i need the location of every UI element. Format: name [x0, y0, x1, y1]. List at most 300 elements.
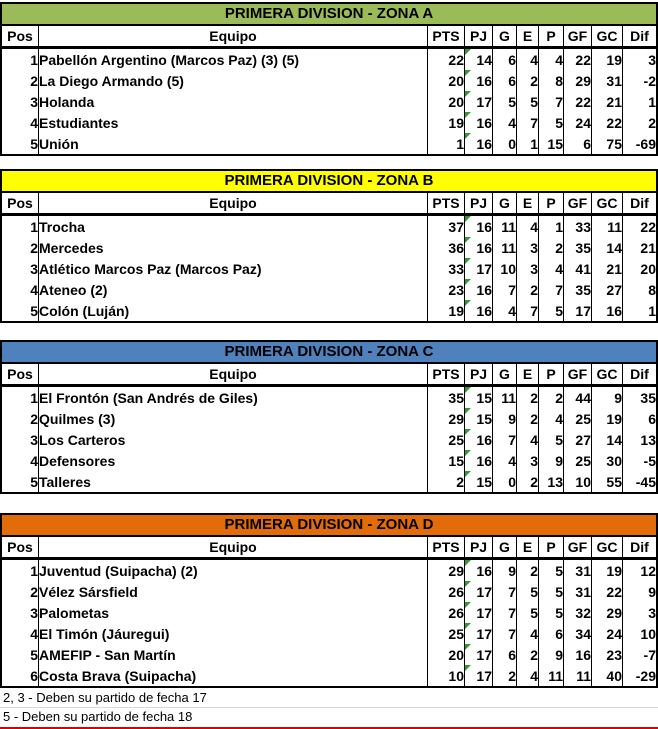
table-row — [2, 623, 656, 644]
pos-cell[interactable]: 4 — [30, 281, 38, 298]
p-cell[interactable]: 13 — [539, 471, 564, 492]
e-cell[interactable]: 3 — [517, 237, 539, 258]
p-cell[interactable]: 2 — [539, 237, 564, 258]
gc-cell[interactable]: 40 — [592, 665, 623, 686]
pts-cell[interactable]: 2 — [428, 471, 465, 492]
gf-cell[interactable]: 25 — [564, 450, 592, 471]
col-header-g[interactable]: G — [493, 26, 517, 48]
col-header-pts[interactable]: PTS — [428, 26, 465, 48]
p-cell[interactable]: 7 — [539, 91, 564, 112]
pj-cell[interactable]: 16 — [465, 559, 493, 582]
pos-cell[interactable]: 4 — [30, 625, 38, 642]
table-row — [2, 300, 656, 321]
col-header-p[interactable]: P — [539, 193, 564, 215]
g-cell[interactable]: 10 — [493, 258, 517, 279]
gf-cell[interactable]: 31 — [564, 581, 592, 602]
dif-cell[interactable]: 6 — [623, 408, 657, 429]
g-cell[interactable]: 5 — [493, 91, 517, 112]
pj-cell[interactable]: 16 — [465, 279, 493, 300]
col-header-g[interactable]: G — [493, 537, 517, 559]
pj-cell[interactable]: 17 — [465, 91, 493, 112]
col-header-pts[interactable]: PTS — [428, 364, 465, 386]
equipo-cell[interactable]: Costa Brava (Suipacha) — [39, 665, 428, 686]
g-cell[interactable]: 9 — [493, 559, 517, 582]
col-header-pos[interactable]: Pos — [2, 537, 39, 559]
pj-cell[interactable]: 15 — [465, 471, 493, 492]
dif-cell[interactable]: 13 — [623, 429, 657, 450]
e-cell[interactable]: 4 — [517, 623, 539, 644]
g-cell[interactable]: 0 — [493, 133, 517, 154]
p-cell[interactable]: 5 — [539, 429, 564, 450]
cell-flag-triangle-icon — [465, 450, 471, 456]
gc-cell[interactable]: 22 — [592, 581, 623, 602]
gf-cell[interactable]: 24 — [564, 112, 592, 133]
pos-cell[interactable]: 2 — [30, 239, 38, 256]
pts-cell[interactable]: 23 — [428, 279, 465, 300]
pos-cell[interactable]: 5 — [30, 135, 38, 152]
p-cell[interactable]: 4 — [539, 48, 564, 71]
col-header-g[interactable]: G — [493, 364, 517, 386]
gc-cell[interactable]: 21 — [592, 258, 623, 279]
cell-flag-triangle-icon — [465, 602, 471, 608]
pts-cell[interactable]: 29 — [428, 559, 465, 582]
gf-cell[interactable]: 25 — [564, 408, 592, 429]
col-header-pos[interactable]: Pos — [2, 26, 39, 48]
pos-cell[interactable]: 4 — [30, 114, 38, 131]
table-row — [2, 133, 656, 154]
col-header-pts[interactable]: PTS — [428, 537, 465, 559]
gf-cell[interactable]: 31 — [564, 559, 592, 582]
e-cell[interactable]: 1 — [517, 133, 539, 154]
col-header-dif[interactable]: Dif — [623, 364, 657, 386]
e-cell[interactable]: 4 — [517, 215, 539, 238]
pts-cell[interactable]: 25 — [428, 429, 465, 450]
pos-cell[interactable]: 5 — [30, 302, 38, 319]
p-cell[interactable]: 8 — [539, 70, 564, 91]
p-cell[interactable]: 5 — [539, 602, 564, 623]
table-row — [2, 258, 656, 279]
g-cell[interactable]: 2 — [493, 665, 517, 686]
col-header-gf[interactable]: GF — [564, 364, 592, 386]
e-cell[interactable]: 3 — [517, 450, 539, 471]
col-header-equipo[interactable]: Equipo — [39, 537, 428, 559]
cell-flag-triangle-icon — [465, 237, 471, 243]
dif-cell[interactable]: -45 — [623, 471, 657, 492]
equipo-cell[interactable]: Quilmes (3) — [39, 408, 428, 429]
dif-cell[interactable]: 3 — [623, 602, 657, 623]
e-cell[interactable]: 2 — [517, 644, 539, 665]
e-cell[interactable]: 7 — [517, 112, 539, 133]
g-cell[interactable]: 7 — [493, 602, 517, 623]
gc-cell[interactable]: 19 — [592, 408, 623, 429]
col-header-p[interactable]: P — [539, 537, 564, 559]
pos-cell[interactable]: 6 — [30, 667, 38, 684]
pj-cell[interactable]: 17 — [465, 602, 493, 623]
gc-cell[interactable]: 19 — [592, 48, 623, 71]
gf-cell[interactable]: 29 — [564, 70, 592, 91]
pj-cell[interactable]: 16 — [465, 215, 493, 238]
pos-cell[interactable]: 3 — [30, 431, 38, 448]
gc-cell[interactable]: 14 — [592, 237, 623, 258]
col-header-equipo[interactable]: Equipo — [39, 193, 428, 215]
gc-cell[interactable]: 19 — [592, 559, 623, 582]
p-cell[interactable]: 5 — [539, 559, 564, 582]
g-cell[interactable]: 6 — [493, 48, 517, 71]
col-header-dif[interactable]: Dif — [623, 193, 657, 215]
gf-cell[interactable]: 34 — [564, 623, 592, 644]
e-cell[interactable]: 4 — [517, 665, 539, 686]
table-row — [2, 386, 656, 409]
g-cell[interactable]: 11 — [493, 237, 517, 258]
p-cell[interactable]: 5 — [539, 300, 564, 321]
equipo-cell[interactable]: El Timón (Jáuregui) — [39, 623, 428, 644]
table-row — [2, 112, 656, 133]
cell-flag-triangle-icon — [465, 644, 471, 650]
col-header-gc[interactable]: GC — [592, 537, 623, 559]
pts-cell[interactable]: 20 — [428, 91, 465, 112]
equipo-cell[interactable]: Estudiantes — [39, 112, 428, 133]
p-cell[interactable]: 5 — [539, 581, 564, 602]
pos-cell[interactable]: 2 — [30, 72, 38, 89]
dif-cell[interactable]: 35 — [623, 386, 657, 409]
header-row — [2, 193, 656, 215]
gf-cell[interactable]: 41 — [564, 258, 592, 279]
p-cell[interactable]: 7 — [539, 279, 564, 300]
p-cell[interactable]: 9 — [539, 644, 564, 665]
g-cell[interactable]: 0 — [493, 471, 517, 492]
g-cell[interactable]: 7 — [493, 623, 517, 644]
cell-flag-triangle-icon — [465, 112, 471, 118]
pts-cell[interactable]: 22 — [428, 48, 465, 71]
pj-cell[interactable]: 15 — [465, 408, 493, 429]
dif-cell[interactable]: 2 — [623, 112, 657, 133]
e-cell[interactable]: 2 — [517, 279, 539, 300]
table-row — [2, 237, 656, 258]
col-header-equipo[interactable]: Equipo — [39, 364, 428, 386]
table-row — [2, 91, 656, 112]
gc-cell[interactable]: 22 — [592, 112, 623, 133]
pj-cell[interactable]: 16 — [465, 133, 493, 154]
e-cell[interactable]: 5 — [517, 91, 539, 112]
col-header-gf[interactable]: GF — [564, 26, 592, 48]
pj-cell[interactable]: 17 — [465, 581, 493, 602]
zone-c-standings — [2, 364, 656, 492]
pos-cell[interactable]: 3 — [30, 260, 38, 277]
table-row — [2, 279, 656, 300]
pts-cell[interactable]: 19 — [428, 300, 465, 321]
pj-cell[interactable]: 17 — [465, 644, 493, 665]
header-row — [2, 537, 656, 559]
pts-cell[interactable]: 25 — [428, 623, 465, 644]
cell-flag-triangle-icon — [465, 300, 471, 306]
equipo-cell[interactable]: Los Carteros — [39, 429, 428, 450]
g-cell[interactable]: 9 — [493, 408, 517, 429]
gf-cell[interactable]: 27 — [564, 429, 592, 450]
col-header-gf[interactable]: GF — [564, 193, 592, 215]
dif-cell[interactable]: -69 — [623, 133, 657, 154]
equipo-cell[interactable]: Colón (Luján) — [39, 300, 428, 321]
gf-cell[interactable]: 6 — [564, 133, 592, 154]
table-row — [2, 581, 656, 602]
zone-a-standings — [2, 26, 656, 154]
gf-cell[interactable]: 16 — [564, 644, 592, 665]
dif-cell[interactable]: 10 — [623, 623, 657, 644]
pts-cell[interactable]: 19 — [428, 112, 465, 133]
pts-cell[interactable]: 37 — [428, 215, 465, 238]
gf-cell[interactable]: 35 — [564, 237, 592, 258]
g-cell[interactable]: 4 — [493, 300, 517, 321]
pos-cell[interactable]: 1 — [30, 218, 38, 235]
footnote-fecha-18[interactable]: 5 - Deben su partido de fecha 18 — [3, 709, 193, 724]
cell-flag-triangle-icon — [465, 49, 471, 55]
zone-b-table — [0, 169, 658, 323]
cell-flag-triangle-icon — [465, 408, 471, 414]
g-cell[interactable]: 7 — [493, 429, 517, 450]
dif-cell[interactable]: -29 — [623, 665, 657, 686]
pos-cell[interactable]: 1 — [30, 562, 38, 579]
pos-cell[interactable]: 1 — [30, 389, 38, 406]
p-cell[interactable]: 15 — [539, 133, 564, 154]
cell-flag-triangle-icon — [465, 471, 471, 477]
equipo-cell[interactable]: Talleres — [39, 471, 428, 492]
pj-cell[interactable]: 16 — [465, 112, 493, 133]
p-cell[interactable]: 2 — [539, 386, 564, 409]
dif-cell[interactable]: 9 — [623, 581, 657, 602]
g-cell[interactable]: 11 — [493, 215, 517, 238]
col-header-p[interactable]: P — [539, 26, 564, 48]
e-cell[interactable]: 5 — [517, 581, 539, 602]
equipo-cell[interactable]: Vélez Sársfield — [39, 581, 428, 602]
equipo-cell[interactable]: Trocha — [39, 215, 428, 238]
p-cell[interactable]: 1 — [539, 215, 564, 238]
p-cell[interactable]: 4 — [539, 258, 564, 279]
gf-cell[interactable]: 22 — [564, 91, 592, 112]
g-cell[interactable]: 6 — [493, 644, 517, 665]
cell-flag-triangle-icon — [465, 623, 471, 629]
gc-cell[interactable]: 21 — [592, 91, 623, 112]
col-header-equipo[interactable]: Equipo — [39, 26, 428, 48]
pos-cell[interactable]: 4 — [30, 452, 38, 469]
g-cell[interactable]: 7 — [493, 279, 517, 300]
pj-cell[interactable]: 17 — [465, 665, 493, 686]
gc-cell[interactable]: 31 — [592, 70, 623, 91]
equipo-cell[interactable]: La Diego Armando (5) — [39, 70, 428, 91]
pts-cell[interactable]: 1 — [428, 133, 465, 154]
gf-cell[interactable]: 22 — [564, 48, 592, 71]
cell-flag-triangle-icon — [465, 581, 471, 587]
equipo-cell[interactable]: El Frontón (San Andrés de Giles) — [39, 386, 428, 409]
gc-cell[interactable]: 9 — [592, 386, 623, 409]
dif-cell[interactable]: 3 — [623, 48, 657, 71]
dif-cell[interactable]: -7 — [623, 644, 657, 665]
pts-cell[interactable]: 35 — [428, 386, 465, 409]
header-row — [2, 26, 656, 48]
col-header-pos[interactable]: Pos — [2, 193, 39, 215]
col-header-pts[interactable]: PTS — [428, 193, 465, 215]
equipo-cell[interactable]: Unión — [39, 133, 428, 154]
equipo-cell[interactable]: Juventud (Suipacha) (2) — [39, 559, 428, 582]
zone-d-standings — [2, 537, 656, 686]
equipo-cell[interactable]: Defensores — [39, 450, 428, 471]
p-cell[interactable]: 11 — [539, 665, 564, 686]
dif-cell[interactable]: 20 — [623, 258, 657, 279]
gc-cell[interactable]: 27 — [592, 279, 623, 300]
zone-c-title[interactable]: PRIMERA DIVISION - ZONA C — [2, 342, 656, 364]
cell-flag-triangle-icon — [465, 133, 471, 139]
dif-cell[interactable]: 1 — [623, 300, 657, 321]
cell-flag-triangle-icon — [465, 258, 471, 264]
g-cell[interactable]: 4 — [493, 450, 517, 471]
equipo-cell[interactable]: AMEFIP - San Martín — [39, 644, 428, 665]
dif-cell[interactable]: 12 — [623, 559, 657, 582]
gf-cell[interactable]: 32 — [564, 602, 592, 623]
e-cell[interactable]: 7 — [517, 300, 539, 321]
pj-cell[interactable]: 16 — [465, 429, 493, 450]
table-row — [2, 665, 656, 686]
pos-cell[interactable]: 5 — [30, 473, 38, 490]
col-header-e[interactable]: E — [517, 537, 539, 559]
pts-cell[interactable]: 26 — [428, 602, 465, 623]
pos-cell[interactable]: 3 — [30, 604, 38, 621]
p-cell[interactable]: 6 — [539, 623, 564, 644]
gc-cell[interactable]: 29 — [592, 602, 623, 623]
gf-cell[interactable]: 11 — [564, 665, 592, 686]
pts-cell[interactable]: 10 — [428, 665, 465, 686]
e-cell[interactable]: 2 — [517, 471, 539, 492]
pj-cell[interactable]: 15 — [465, 386, 493, 409]
pos-cell[interactable]: 1 — [30, 51, 38, 68]
cell-flag-triangle-icon — [465, 216, 471, 222]
table-row — [2, 602, 656, 623]
zone-b-title[interactable]: PRIMERA DIVISION - ZONA B — [2, 171, 656, 193]
equipo-cell[interactable]: Pabellón Argentino (Marcos Paz) (3) (5) — [39, 48, 428, 71]
table-row — [2, 429, 656, 450]
col-header-pj[interactable]: PJ — [465, 26, 493, 48]
gc-cell[interactable]: 14 — [592, 429, 623, 450]
pts-cell[interactable]: 15 — [428, 450, 465, 471]
zone-d-title[interactable]: PRIMERA DIVISION - ZONA D — [2, 515, 656, 537]
pts-cell[interactable]: 36 — [428, 237, 465, 258]
gc-cell[interactable]: 30 — [592, 450, 623, 471]
pos-cell[interactable]: 2 — [30, 410, 38, 427]
dif-cell[interactable]: -2 — [623, 70, 657, 91]
p-cell[interactable]: 4 — [539, 408, 564, 429]
dif-cell[interactable]: 1 — [623, 91, 657, 112]
dif-cell[interactable]: 21 — [623, 237, 657, 258]
gf-cell[interactable]: 35 — [564, 279, 592, 300]
table-row — [2, 450, 656, 471]
table-row — [2, 559, 656, 582]
e-cell[interactable]: 3 — [517, 258, 539, 279]
gc-cell[interactable]: 23 — [592, 644, 623, 665]
pj-cell[interactable]: 14 — [465, 48, 493, 71]
gc-cell[interactable]: 55 — [592, 471, 623, 492]
zone-d-table — [0, 513, 658, 688]
pj-cell[interactable]: 16 — [465, 237, 493, 258]
gc-cell[interactable]: 24 — [592, 623, 623, 644]
pj-cell[interactable]: 16 — [465, 70, 493, 91]
col-header-gf[interactable]: GF — [564, 537, 592, 559]
gc-cell[interactable]: 16 — [592, 300, 623, 321]
header-row — [2, 364, 656, 386]
col-header-g[interactable]: G — [493, 193, 517, 215]
gf-cell[interactable]: 44 — [564, 386, 592, 409]
pts-cell[interactable]: 20 — [428, 644, 465, 665]
e-cell[interactable]: 4 — [517, 48, 539, 71]
pj-cell[interactable]: 17 — [465, 258, 493, 279]
col-header-pj[interactable]: PJ — [465, 364, 493, 386]
equipo-cell[interactable]: Palometas — [39, 602, 428, 623]
zone-b-standings — [2, 193, 656, 321]
table-row — [2, 408, 656, 429]
p-cell[interactable]: 9 — [539, 450, 564, 471]
pj-cell[interactable]: 16 — [465, 450, 493, 471]
pj-cell[interactable]: 16 — [465, 300, 493, 321]
col-header-e[interactable]: E — [517, 193, 539, 215]
col-header-pj[interactable]: PJ — [465, 537, 493, 559]
pts-cell[interactable]: 29 — [428, 408, 465, 429]
e-cell[interactable]: 2 — [517, 70, 539, 91]
pts-cell[interactable]: 26 — [428, 581, 465, 602]
footnotes — [0, 689, 658, 726]
p-cell[interactable]: 5 — [539, 112, 564, 133]
g-cell[interactable]: 4 — [493, 112, 517, 133]
pj-cell[interactable]: 17 — [465, 623, 493, 644]
gf-cell[interactable]: 10 — [564, 471, 592, 492]
g-cell[interactable]: 7 — [493, 581, 517, 602]
col-header-pos[interactable]: Pos — [2, 364, 39, 386]
pts-cell[interactable]: 33 — [428, 258, 465, 279]
col-header-dif[interactable]: Dif — [623, 537, 657, 559]
col-header-gc[interactable]: GC — [592, 364, 623, 386]
pos-cell[interactable]: 3 — [30, 93, 38, 110]
equipo-cell[interactable]: Ateneo (2) — [39, 279, 428, 300]
dif-cell[interactable]: 8 — [623, 279, 657, 300]
equipo-cell[interactable]: Holanda — [39, 91, 428, 112]
col-header-pj[interactable]: PJ — [465, 193, 493, 215]
gc-cell[interactable]: 75 — [592, 133, 623, 154]
equipo-cell[interactable]: Mercedes — [39, 237, 428, 258]
zone-a-title[interactable]: PRIMERA DIVISION - ZONA A — [2, 4, 656, 26]
gf-cell[interactable]: 17 — [564, 300, 592, 321]
col-header-dif[interactable]: Dif — [623, 26, 657, 48]
col-header-gc[interactable]: GC — [592, 26, 623, 48]
table-row — [2, 70, 656, 91]
col-header-e[interactable]: E — [517, 364, 539, 386]
e-cell[interactable]: 4 — [517, 429, 539, 450]
pos-cell[interactable]: 2 — [30, 583, 38, 600]
col-header-gc[interactable]: GC — [592, 193, 623, 215]
pos-cell[interactable]: 5 — [30, 646, 38, 663]
e-cell[interactable]: 2 — [517, 386, 539, 409]
gc-cell[interactable]: 11 — [592, 215, 623, 238]
pts-cell[interactable]: 20 — [428, 70, 465, 91]
cell-flag-triangle-icon — [465, 429, 471, 435]
gf-cell[interactable]: 33 — [564, 215, 592, 238]
footnote-fecha-17[interactable]: 2, 3 - Deben su partido de fecha 17 — [0, 689, 658, 708]
col-header-p[interactable]: P — [539, 364, 564, 386]
dif-cell[interactable]: 22 — [623, 215, 657, 238]
g-cell[interactable]: 11 — [493, 386, 517, 409]
e-cell[interactable]: 2 — [517, 559, 539, 582]
dif-cell[interactable]: -5 — [623, 450, 657, 471]
col-header-e[interactable]: E — [517, 26, 539, 48]
table-row — [2, 471, 656, 492]
e-cell[interactable]: 2 — [517, 408, 539, 429]
g-cell[interactable]: 6 — [493, 70, 517, 91]
equipo-cell[interactable]: Atlético Marcos Paz (Marcos Paz) — [39, 258, 428, 279]
e-cell[interactable]: 5 — [517, 602, 539, 623]
